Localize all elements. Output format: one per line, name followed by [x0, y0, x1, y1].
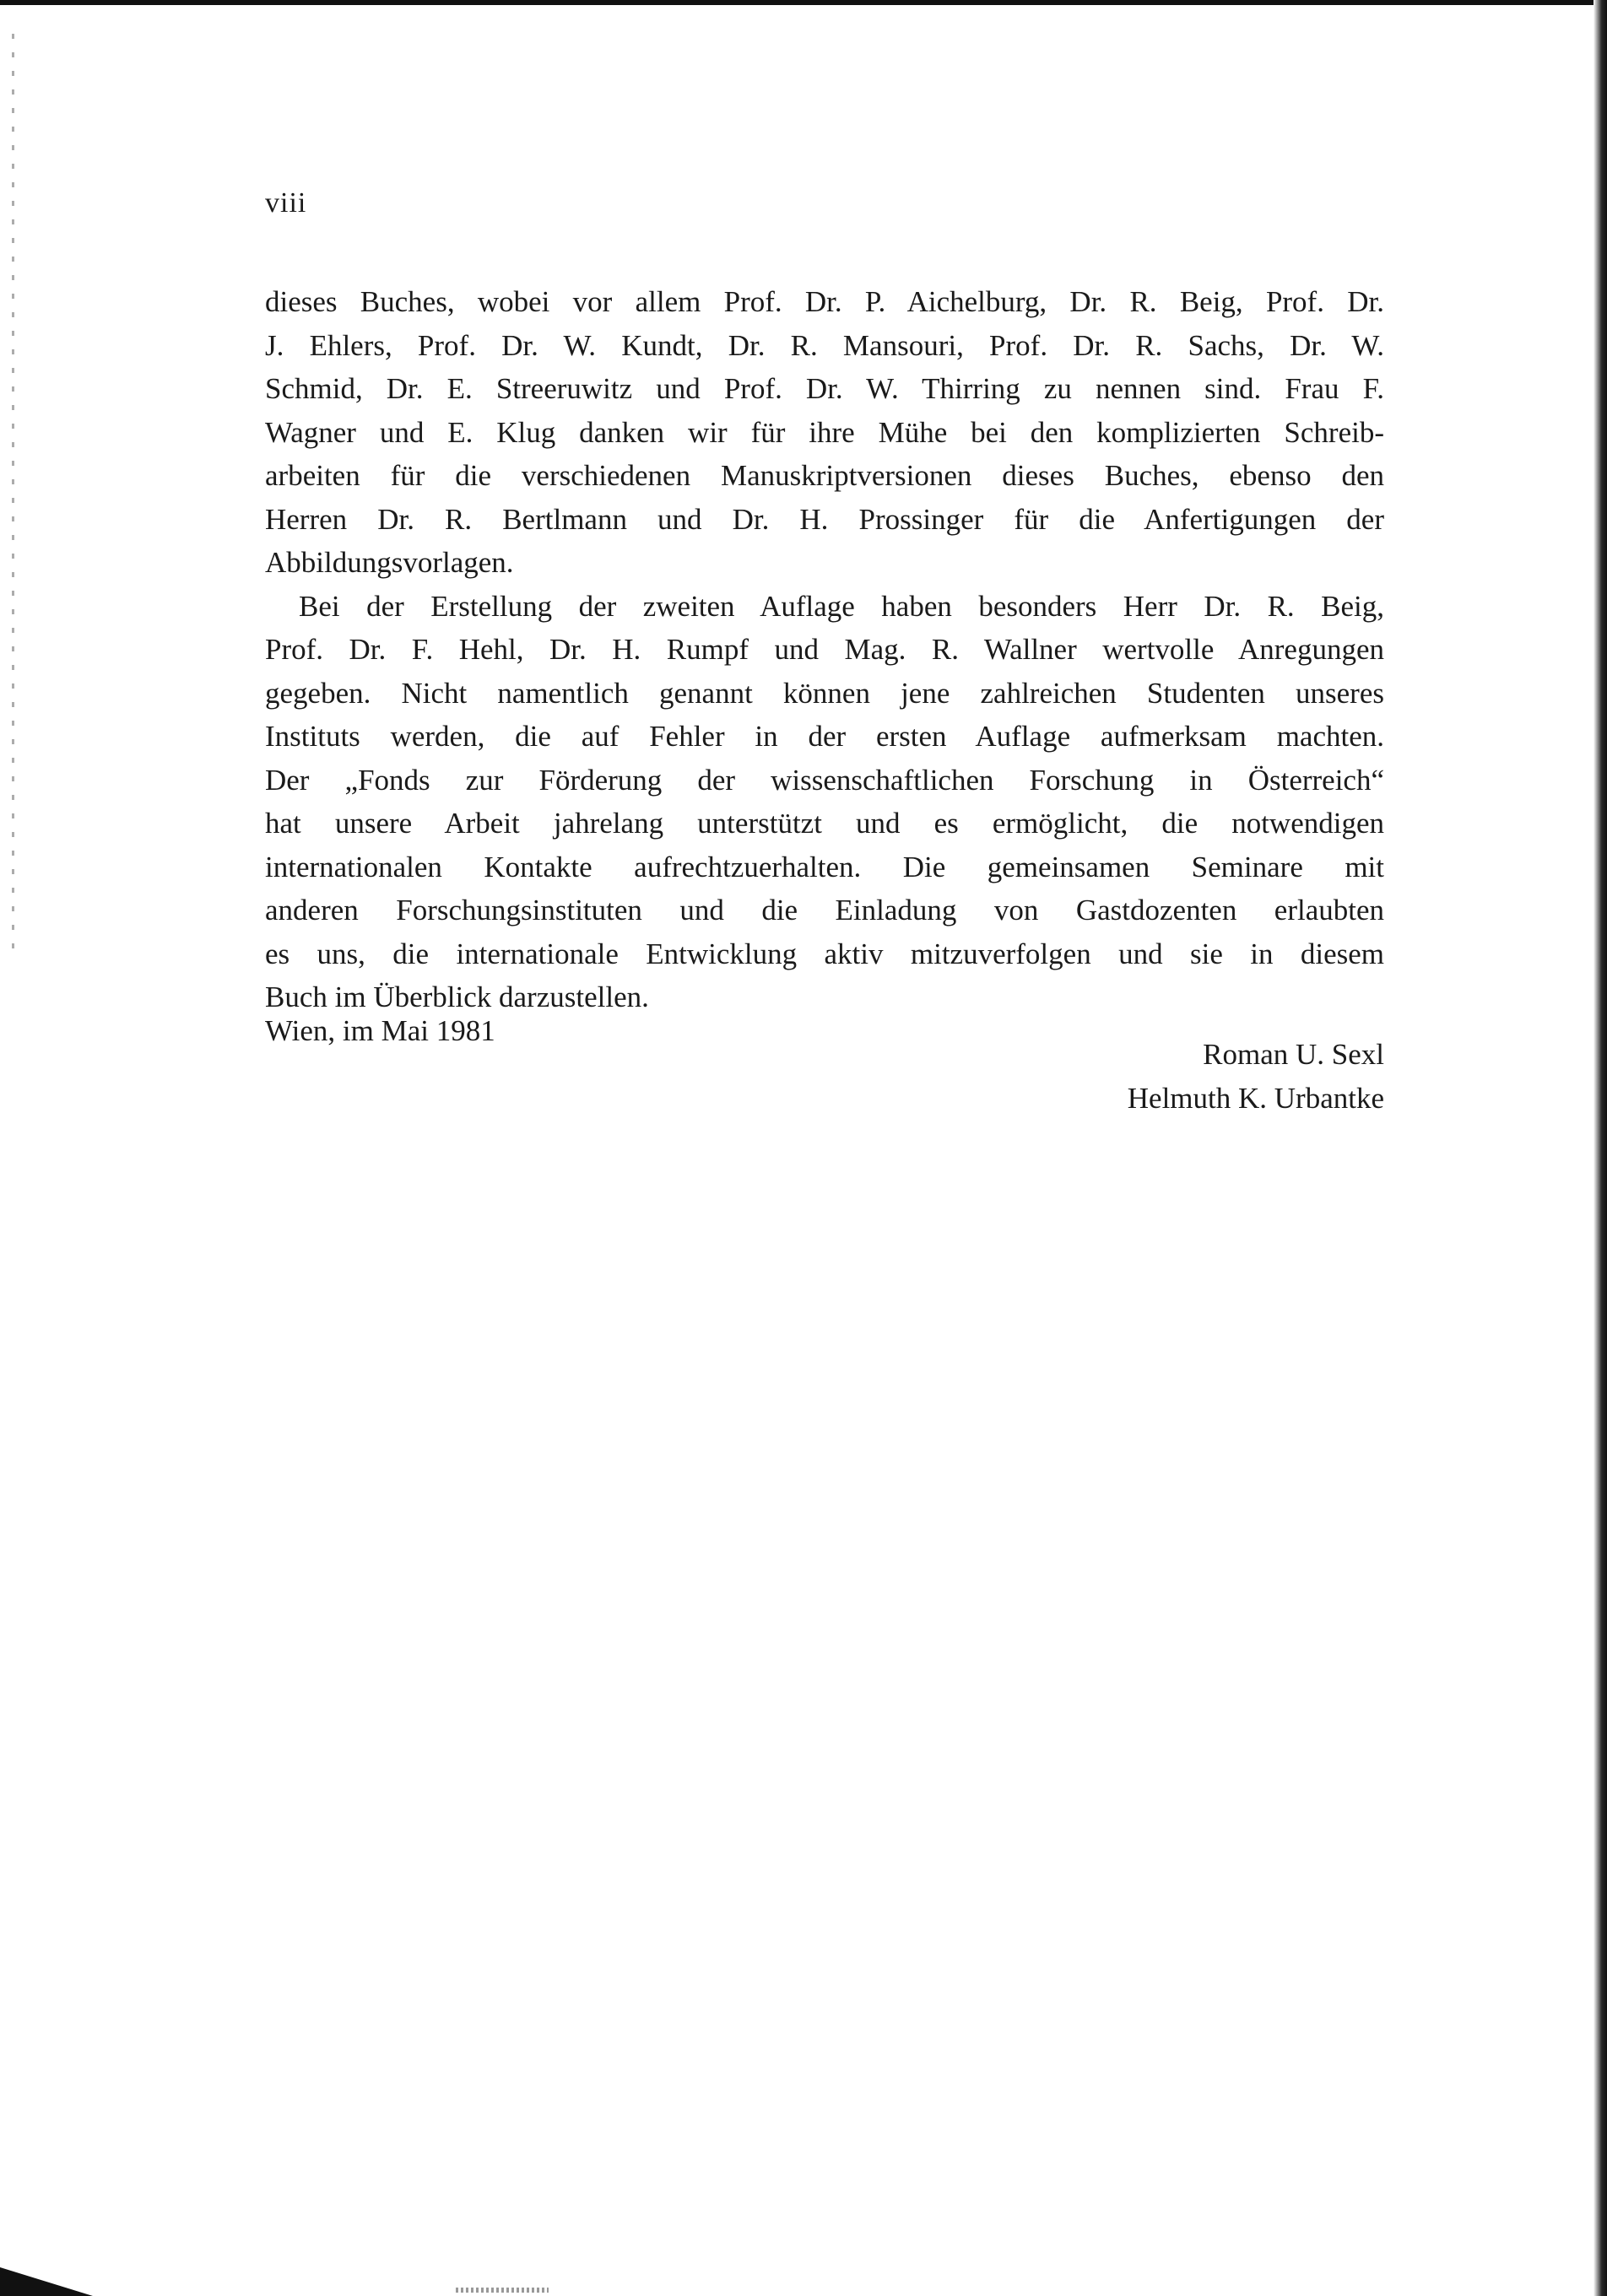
scan-border-right	[1593, 0, 1607, 2296]
closing-block	[265, 1009, 1384, 1115]
page-number: viii	[265, 187, 307, 219]
scan-binding-marks	[12, 34, 14, 962]
scan-smudge	[456, 2288, 549, 2293]
text-line: Abbildungsvorlagen.	[265, 546, 514, 579]
author-signatures	[1128, 1033, 1384, 1120]
text-line: Instituts werden, die auf Fehler in der ersten Auflage aufmerksam machten.	[265, 720, 1384, 753]
author-name: Roman U. Sexl	[1203, 1038, 1384, 1071]
text-line: gegeben. Nicht namentlich genannt können jene zahlreichen Studenten unseres	[265, 676, 1384, 710]
text-line: J. Ehlers, Prof. Dr. W. Kundt, Dr. R. Mansouri, Prof. Dr. R. Sachs, Dr. W.	[265, 328, 1384, 362]
scan-corner-shadow	[0, 2267, 93, 2296]
text-line: Bei der Erstellung der zweiten Auflage haben besonders Herr Dr. R. Beig,	[299, 589, 1384, 623]
text-line: arbeiten für die verschiedenen Manuskriptversionen dieses Buches, ebenso den	[265, 459, 1384, 492]
text-line: hat unsere Arbeit jahrelang unterstützt und es ermöglicht, die notwendigen	[265, 807, 1384, 840]
text-line: Buch im Überblick darzustellen.	[265, 981, 649, 1013]
text-line: Prof. Dr. F. Hehl, Dr. H. Rumpf und Mag. R. Wallner wertvolle Anregungen	[265, 633, 1384, 666]
place-date: Wien, im Mai 1981	[265, 1014, 495, 1047]
text-line: es uns, die internationale Entwicklung aktiv mitzuverfolgen und sie in diesem	[265, 937, 1384, 970]
author-name: Helmuth K. Urbantke	[1127, 1081, 1384, 1115]
text-line: dieses Buches, wobei vor allem Prof. Dr. P. Aichelburg, Dr. R. Beig, Prof. Dr.	[265, 285, 1384, 318]
text-line: Der „Fonds zur Förderung der wissenschaftlichen Forschung in Österreich“	[265, 763, 1384, 797]
text-line: anderen Forschungsinstituten und die Einladung von Gastdozenten erlaubten	[265, 894, 1384, 927]
paragraph-acknowledgements	[265, 280, 1384, 585]
text-line: internationalen Kontakte aufrechtzuerhalten. Die gemeinsamen Seminare mit	[265, 850, 1384, 883]
text-line: Herren Dr. R. Bertlmann und Dr. H. Prossinger für die Anfertigungen der	[265, 502, 1384, 536]
preface-body	[265, 280, 1384, 1019]
scan-border-top	[0, 0, 1607, 5]
text-line: Schmid, Dr. E. Streeruwitz und Prof. Dr. W. Thirring zu nennen sind. Frau F.	[265, 372, 1384, 405]
text-line: Wagner und E. Klug danken wir für ihre Mühe bei den komplizierten Schreib-	[265, 415, 1384, 449]
paragraph-second-edition	[265, 585, 1384, 1019]
